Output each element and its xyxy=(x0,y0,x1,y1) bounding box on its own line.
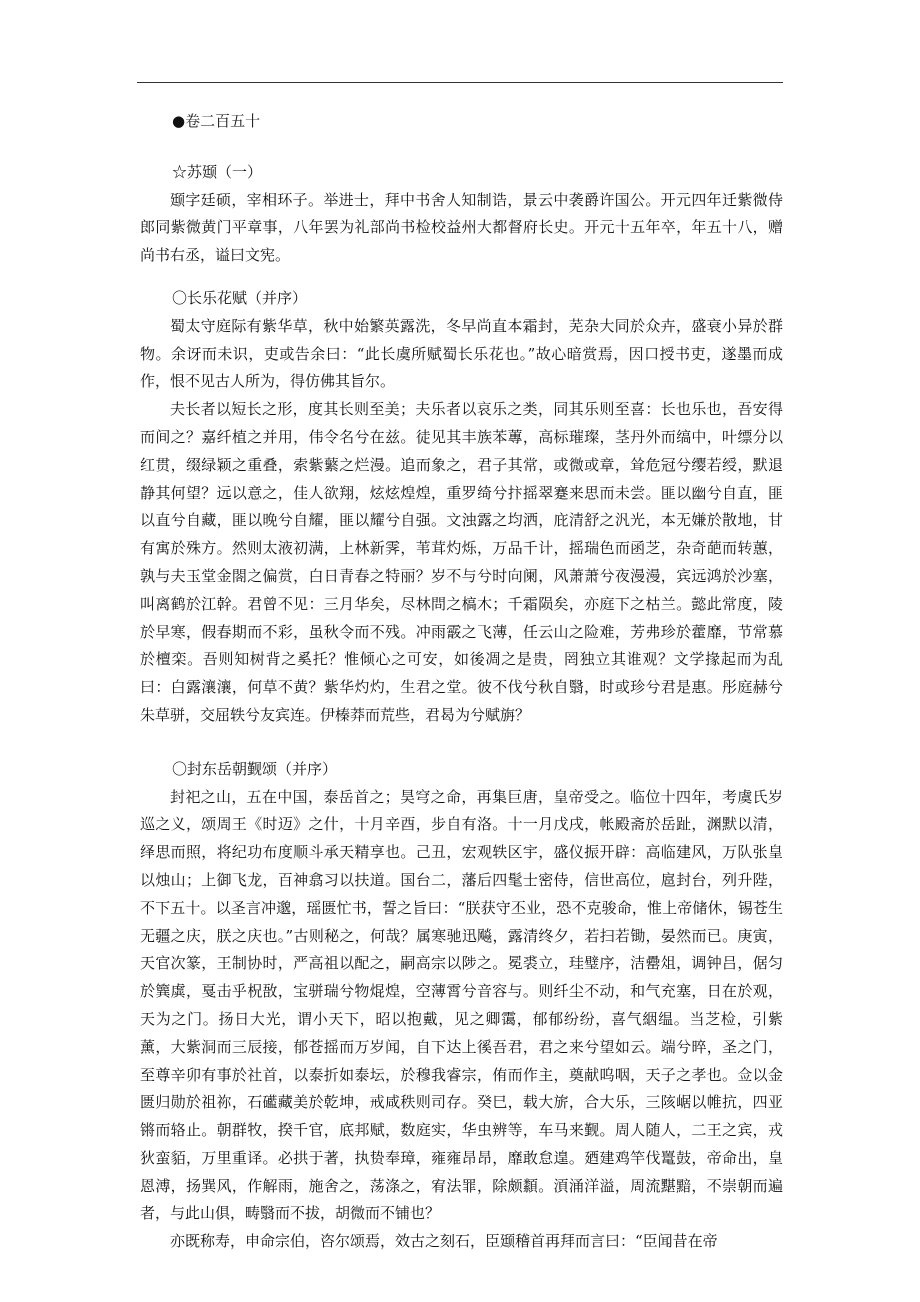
work-paragraph: 夫长者以短长之形，度其长则至美；夫乐者以哀乐之类，同其乐则至喜：长也乐也，吾安得而间之？嘉纤植之并用，伟令名兮在兹。徒见其丰族苯蓴，高标璀璨，茎丹外而缟中，叶缥分以红贯，缀绿颖之重叠，索紫蘩之烂漫。追而象之，君子其常，或微或章，耸危冠兮缨若绶，默退静其何望？远以意之，佳人欲翔，炫炫煌煌，重罗绮兮抃摇翠蹇来思而未尝。匪以幽兮自直，匪以直兮自藏，匪以晚兮自耀，匪以耀兮自强。文浊露之均洒，庇清舒之汎光，本无嫌於散地，甘有寓於殊方。然则太液初满，上林新霁，苇茸灼烁，万品千计，摇瑞色而函芝，杂奇葩而转蕙，孰与夫玉堂金閤之偏赏，白日青春之特丽？岁不与兮时向阑，风萧萧兮夜漫漫，宾远鸿於沙塞，叫离鹤於江幹。君曾不见：三月华矣，尽林問之槁木；千霜陨矣，亦庭下之枯兰。懿此常度，陵於早寒，假春期而不彩，虽秋令而不残。冲雨霰之飞薄，任云山之险难，芳弗珍於藿靡，节常慕於檀栾。吾则知树背之奚托？惟倾心之可安，如後凋之是贵，罔独立其谁观？文学掾起而为乱曰：白露瀼瀼，何草不黄？紫华灼灼，生君之堂。彼不伐兮秋自翳，时或珍兮君是惠。彤庭赫兮朱草骈，交屈轶兮友宾连。伊榛莽而荒些，君曷为兮赋旃？ xyxy=(140,400,783,724)
work-paragraph: 蜀太守庭际有紫华草，秋中始繁英露洗，冬早尚直本霜封，芜杂大同於众卉，盛衰小异於群物。余讶而未识，吏或告余曰：“此长虞所赋蜀长乐花也。”故心暗赏焉，因口授书吏，遂墨而成作，恨不见古人所为，得仿佛其旨尔。 xyxy=(140,316,783,391)
work-paragraph: 亦既称寿，申命宗伯，咨尔颂焉，效古之刻石，臣颋稽首再拜而言曰：“臣闻昔在帝 xyxy=(170,1232,718,1251)
header-rule xyxy=(137,82,783,83)
author-heading: ☆苏颋（一） xyxy=(172,162,263,181)
document-body xyxy=(140,108,783,1256)
work-paragraph: 封祀之山，五在中国，泰岳首之；昊穹之命，再集巨唐，皇帝受之。临位十四年，考虞氏岁巡之义，颂周王《时迈》之什，十月辛酉，步自有洛。十一月戊戌，帐殿斋於岳趾，渊默以清，绎思而照，将纪功布度顺斗承天精享也。己丑，宏观轶区宇，盛仪振开辟：高临建风，万队张皇以烛山；上御飞龙，百神翕习以扶道。国台二，藩后四髦士密侍，信世高位，扈封台，列升陛，不下五十。以圣言冲邈，瑶匮忙书，誓之旨曰：“朕获守丕业，恐不克骏命，惟上帝储休，锡苍生无疆之庆，朕之庆也。”古则秘之，何哉？属寒驰迅飚，露清终夕，若扫若锄，晏然而已。庚寅，天官次篆，王制协时，严高祖以配之，嗣高宗以陟之。冕裘立，珪璧序，洁罍俎，调钟吕，倨匀於簨虡，戛击乎柷敔，宝骈瑞兮物焜煌，空薄霄兮音容与。则纤尘不动，和气充塞，日在於观，天为之门。扬日大光，谓小天下，昭以抱戴，见之卿霭，郁郁纷纷，喜气絪缊。当芝检，引紫薰，大紫洞而三辰接，郁苍摇而万岁闻，自下达上徯吾君，君之来兮望如云。端兮晬，圣之门，至尊辛卯有事於社首，以泰折如泰坛，於穆我睿宗，侑而作主，奠献呜咽，天子之孝也。佥以金匮归勋於祖祢，石礷藏美於乾坤，戒咸秩则司存。癸巳，载大旂，合大乐，三陔崌以帷抗，四亚锵而辂止。朝群牧，揆千官，底邦赋，数庭实，华虫辨等，车马来觐。周人随人，二王之宾，戎狄蛮貊，万里重译。必拱于著，执贽奉璋，雍雍昂昂，靡敢怠遑。廼建鸡竿伐鼍鼓，帝命出，皇恩溥，扬巽风，作解雨，施舍之，荡涤之，宥法罪，除颇纇。湏涌洋溢，周流黮黯，不崇朝而遍者，与此山俱，畴翳而不拔，胡微而不铺也？ xyxy=(140,787,783,1223)
work-heading-changlehua: 〇长乐花赋（并序） xyxy=(172,288,308,307)
work-heading-fengdongyue: 〇封东岳朝觐颂（并序） xyxy=(172,759,338,778)
author-bio: 颋字廷硕，宰相环子。举进士，拜中书舍人知制诰，景云中袭爵许国公。开元四年迁紫微侍郎同紫微黄门平章事，八年罢为礼部尚书检校益州大都督府长史。开元十五年卒，年五十八，赠尚书右丞，谥曰文宪。 xyxy=(140,190,783,265)
volume-heading: ●卷二百五十 xyxy=(172,112,261,130)
